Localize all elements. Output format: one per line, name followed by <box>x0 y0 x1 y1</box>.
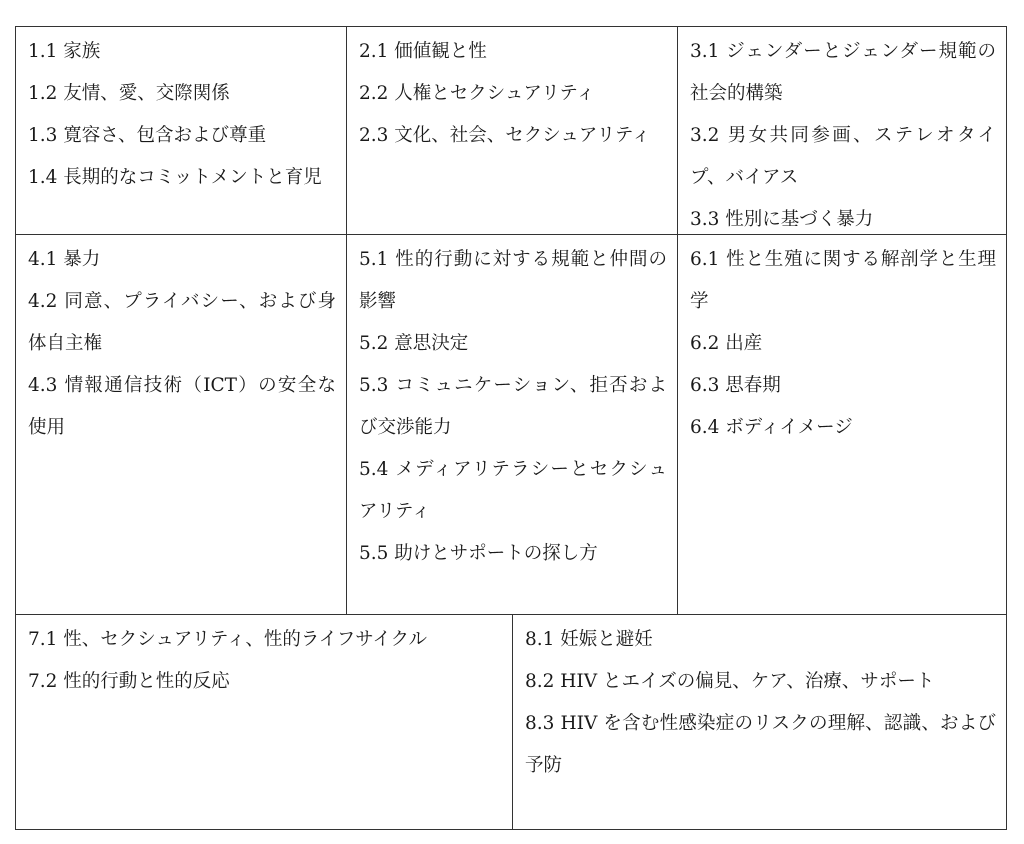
topic-entry: 3.1 ジェンダーとジェンダー規範の社会的構築 <box>690 41 996 104</box>
table-cell-sexuality-behaviour <box>16 615 513 829</box>
topic-entry: 6.2 出産 <box>690 333 763 354</box>
topic-entry: 5.1 性的行動に対する規範と仲間の影響 <box>359 249 667 312</box>
topic-entry: 5.3 コミュニケーション、拒否および交渉能力 <box>359 375 667 438</box>
table-cell-values-rights <box>347 27 678 234</box>
topic-entry: 6.3 思春期 <box>690 375 781 396</box>
table-cell-skills <box>347 235 678 614</box>
table-cell-sexual-health <box>513 615 1006 829</box>
topic-entry: 7.2 性的行動と性的反応 <box>28 671 230 692</box>
table-row <box>16 235 1006 615</box>
table-row <box>16 615 1006 829</box>
topic-entry: 8.3 HIV を含む性感染症のリスクの理解、認識、および予防 <box>525 713 996 776</box>
topic-entry: 5.5 助けとサポートの探し方 <box>359 543 598 564</box>
topic-entry: 4.2 同意、プライバシー、および身体自主権 <box>28 291 336 354</box>
topic-entry: 6.4 ボディイメージ <box>690 417 853 438</box>
table-cell-family-relationships <box>16 27 347 234</box>
topic-entry: 1.4 長期的なコミットメントと育児 <box>28 167 322 188</box>
topic-entry: 4.1 暴力 <box>28 249 101 270</box>
topic-entry: 8.2 HIV とエイズの偏見、ケア、治療、サポート <box>525 671 935 692</box>
table-row <box>16 27 1006 235</box>
topic-entry: 2.2 人権とセクシュアリティ <box>359 83 595 104</box>
table-cell-gender <box>678 27 1006 234</box>
topic-entry: 1.2 友情、愛、交際関係 <box>28 83 230 104</box>
topic-entry: 5.4 メディアリテラシーとセクシュアリティ <box>359 459 667 522</box>
topic-entry: 5.2 意思決定 <box>359 333 469 354</box>
topic-entry: 7.1 性、セクシュアリティ、性的ライフサイクル <box>28 629 428 650</box>
topic-entry: 2.1 価値観と性 <box>359 41 487 62</box>
table-cell-violence-safety <box>16 235 347 614</box>
curriculum-table <box>15 26 1007 830</box>
topic-entry: 8.1 妊娠と避妊 <box>525 629 653 650</box>
topic-entry: 2.3 文化、社会、セクシュアリティ <box>359 125 651 146</box>
topic-entry: 1.3 寛容さ、包含および尊重 <box>28 125 267 146</box>
topic-entry: 4.3 情報通信技術（ICT）の安全な使用 <box>28 375 336 438</box>
topic-entry: 3.2 男女共同参画、ステレオタイプ、バイアス <box>690 125 996 188</box>
table-cell-human-body <box>678 235 1006 614</box>
topic-entry: 3.3 性別に基づく暴力 <box>690 209 874 230</box>
topic-entry: 1.1 家族 <box>28 41 101 62</box>
topic-entry: 6.1 性と生殖に関する解剖学と生理学 <box>690 249 996 312</box>
